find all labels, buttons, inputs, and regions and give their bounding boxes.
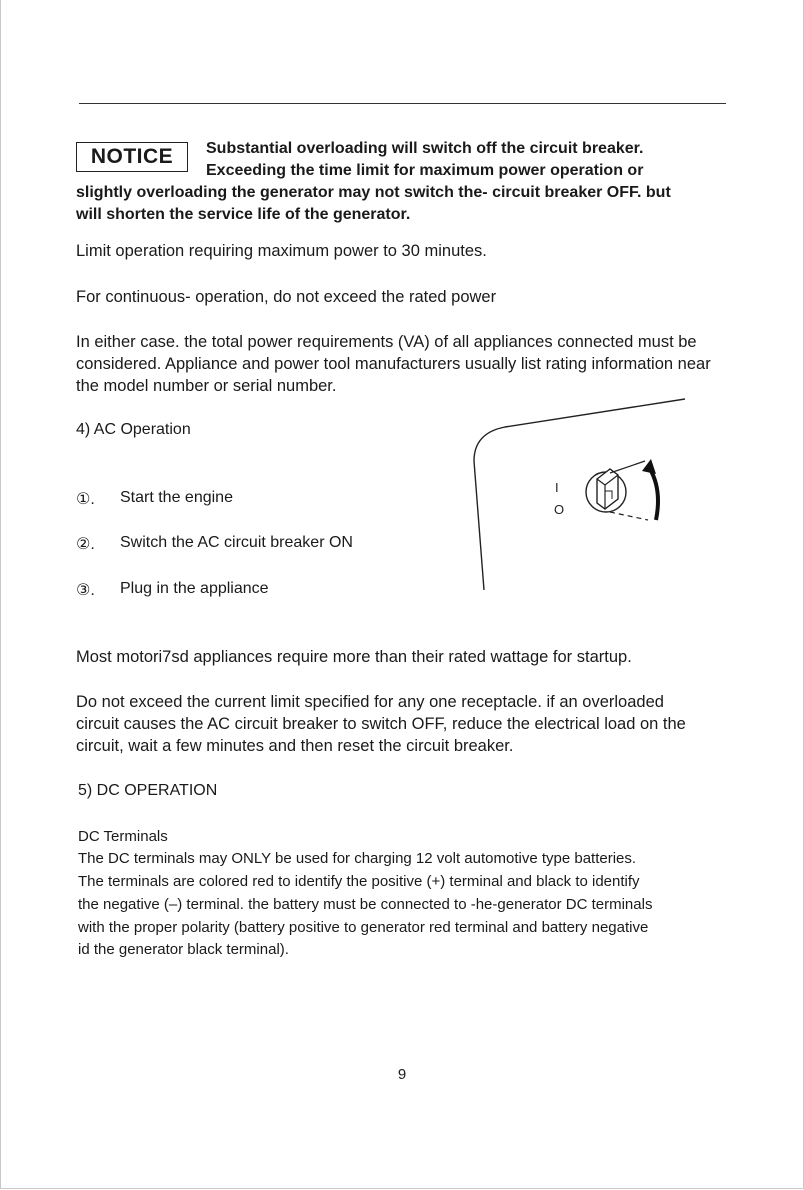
dc-terminals-subheading: DC Terminals [78,828,168,845]
notice-line-4: will shorten the service life of the generator. [76,206,411,223]
continuous-paragraph: For continuous- operation, do not exceed the rated power [76,288,497,306]
ac-operation-heading: 4) AC Operation [76,421,191,438]
dc-line-1: The DC terminals may ONLY be used for charging 12 volt automotive type batteries. [78,850,637,867]
step-1-text: Start the engine [120,489,233,506]
motorized-paragraph: Most motori7sd appliances require more than their rated wattage for startup. [76,648,632,666]
off-position-label: O [554,502,565,517]
dc-line-2: The terminals are colored red to identify the positive (+) terminal and black to identify [78,873,640,890]
dc-line-3: the negative (–) terminal. the battery must be connected to -he-generator DC terminals [78,896,653,913]
do-not-exceed-line-1: Do not exceed the current limit specified for any one receptacle. if an overloaded [76,693,664,711]
notice-line-1: Substantial overloading will switch off the circuit breaker. [206,140,644,157]
notice-label: NOTICE [76,142,188,172]
either-case-line-1: In either case. the total power requirements (VA) of all appliances connected must be [76,333,697,351]
step-1-marker: ①. [76,491,95,508]
limit-paragraph: Limit operation requiring maximum power to 30 minutes. [76,242,487,260]
do-not-exceed-line-3: circuit, wait a few minutes and then reset the circuit breaker. [76,737,514,755]
dc-line-5: id the generator black terminal). [78,941,289,958]
circuit-breaker-diagram [460,395,700,600]
step-2-marker: ②. [76,536,95,553]
header-rule [79,103,726,104]
page-number: 9 [397,1066,407,1083]
dc-line-4: with the proper polarity (battery positive to generator red terminal and battery negative [78,919,649,936]
step-2-text: Switch the AC circuit breaker ON [120,534,353,551]
panel-outline [474,399,685,590]
either-case-line-3: the model number or serial number. [76,377,337,395]
rotation-arrow-icon [642,459,658,520]
notice-line-2: Exceeding the time limit for maximum power operation or [206,162,644,179]
step-3-marker: ③. [76,582,95,599]
dc-operation-heading: 5) DC OPERATION [78,782,218,799]
notice-line-3: slightly overloading the generator may not switch the- circuit breaker OFF. but [76,184,671,201]
step-3-text: Plug in the appliance [120,580,269,597]
do-not-exceed-line-2: circuit causes the AC circuit breaker to switch OFF, reduce the electrical load on the [76,715,686,733]
either-case-line-2: considered. Appliance and power tool manufacturers usually list rating information near [76,355,711,373]
on-position-label: I [555,480,559,495]
breaker-switch-icon [586,461,648,520]
